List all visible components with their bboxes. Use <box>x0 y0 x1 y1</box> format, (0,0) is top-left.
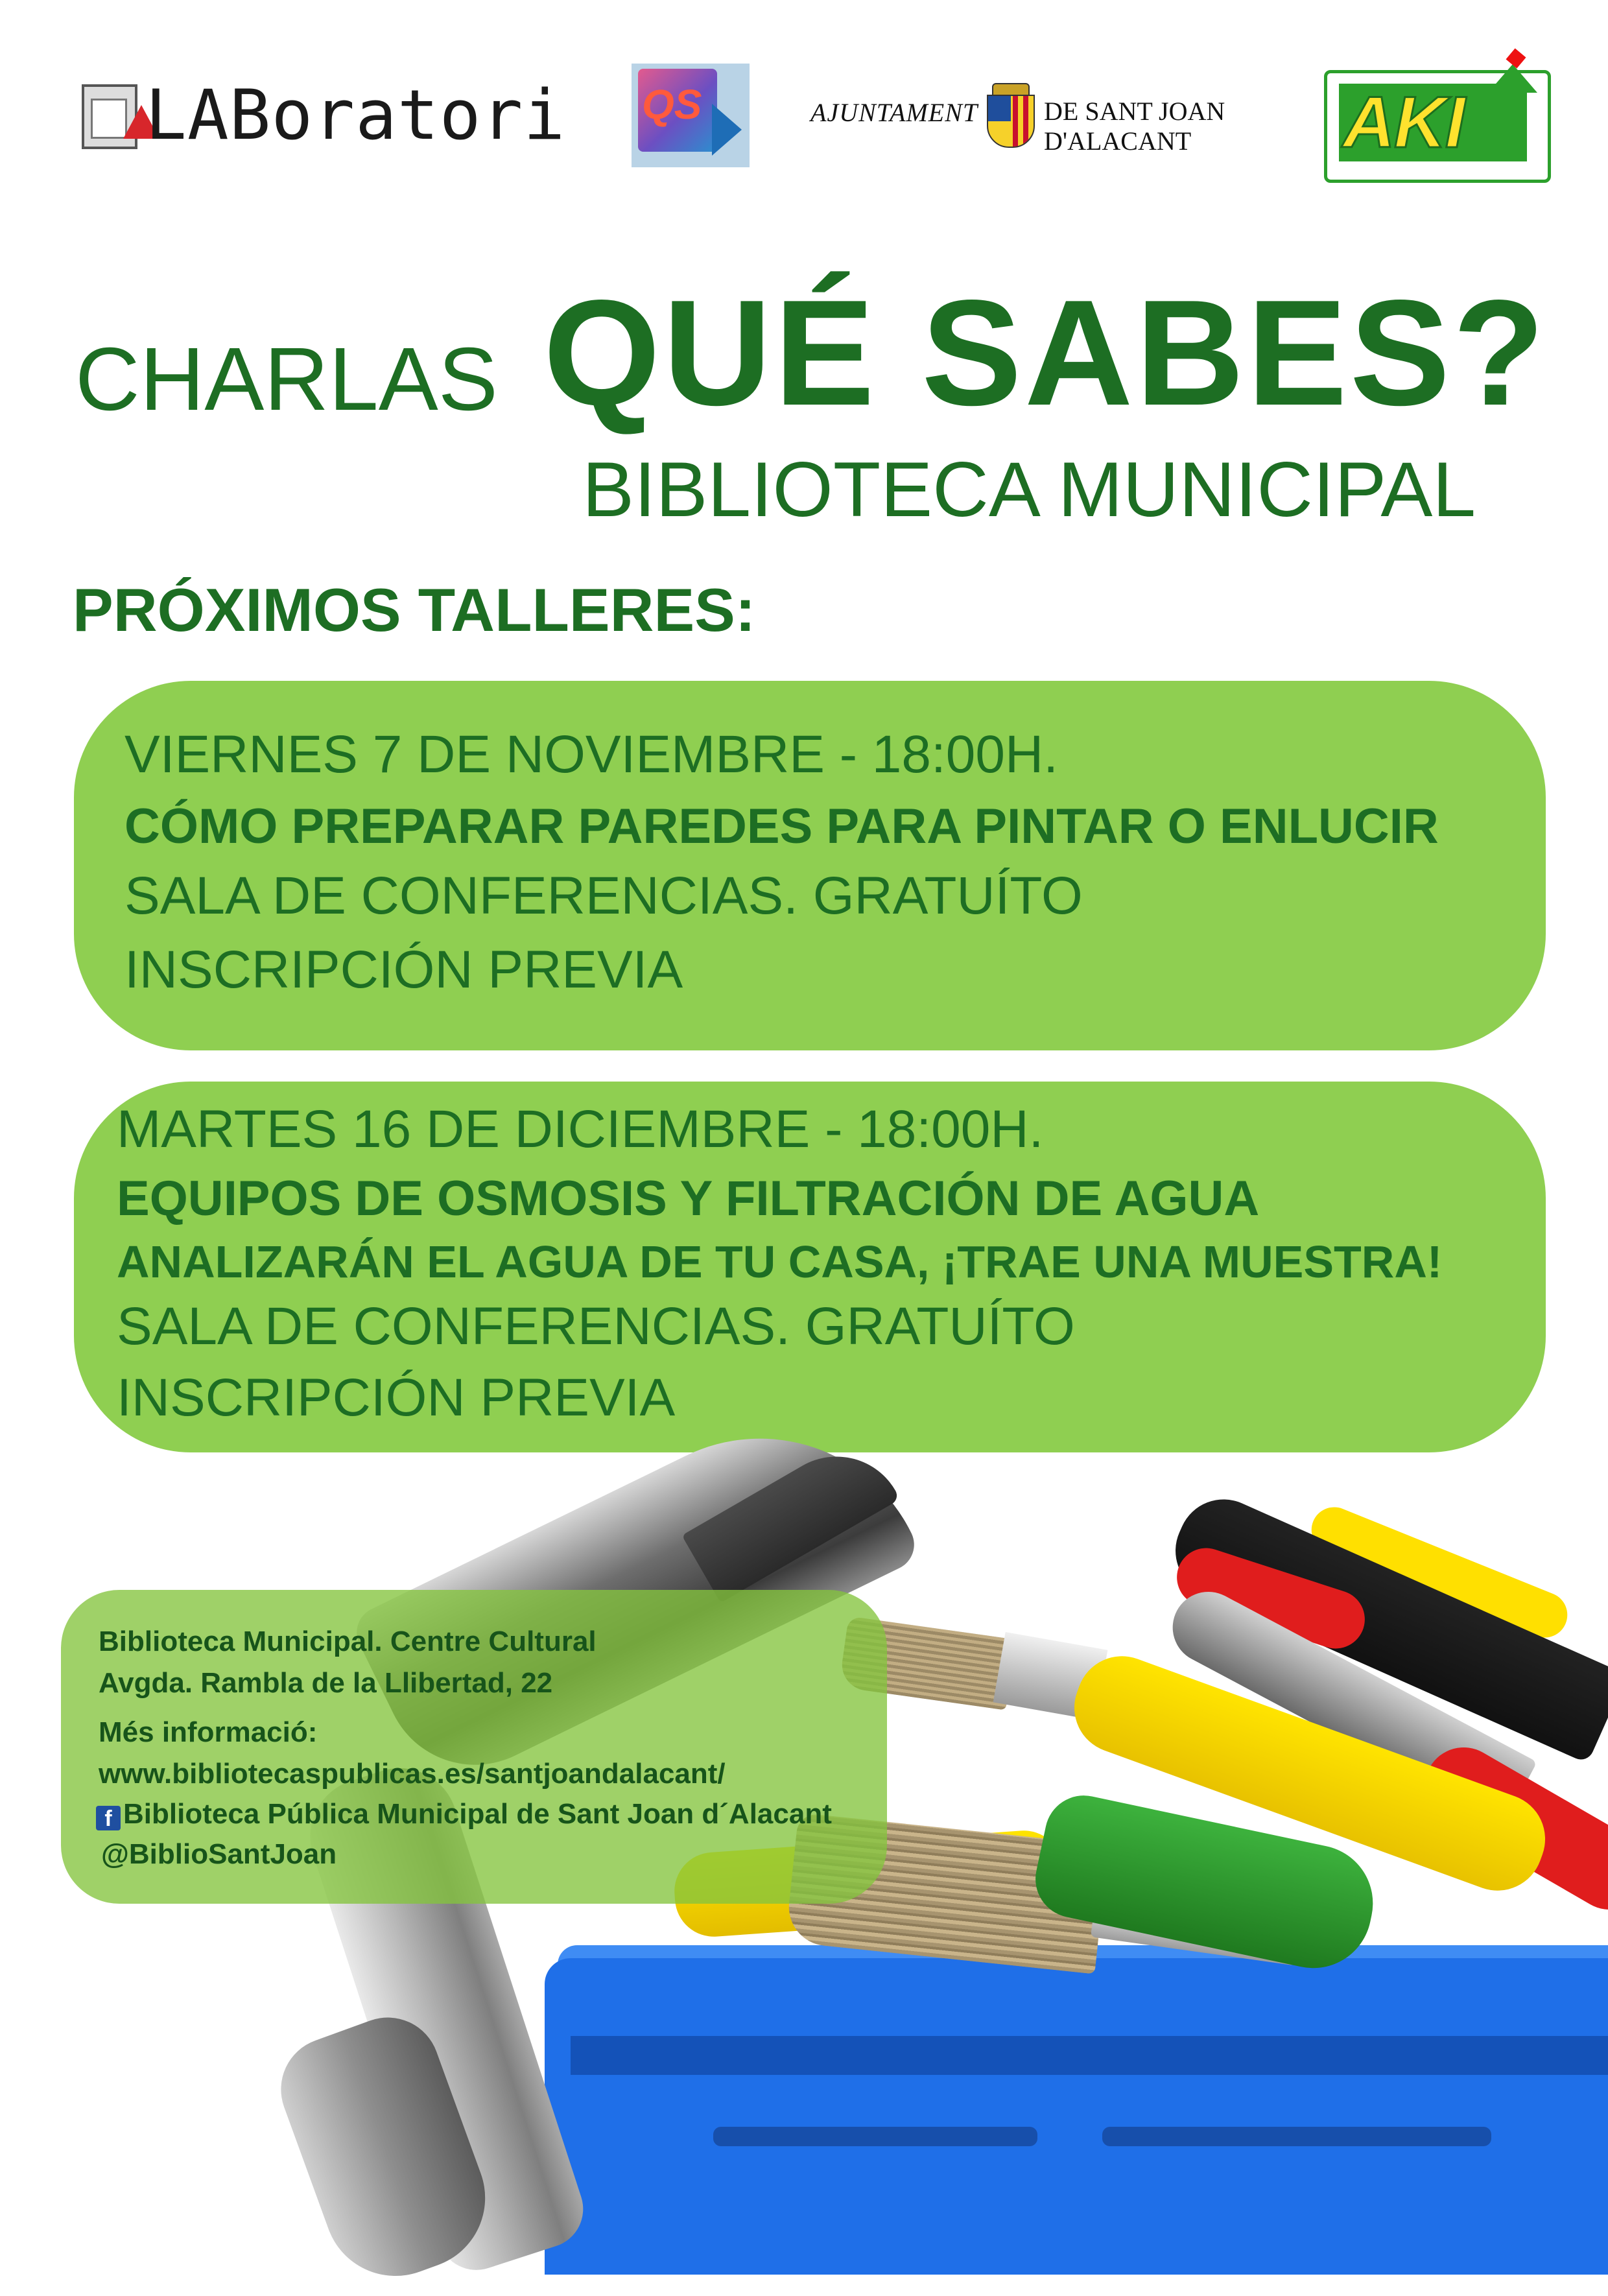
title-charlas: CHARLAS <box>75 329 498 429</box>
ajuntament-label: AJUNTAMENT <box>810 98 978 127</box>
website-link[interactable]: www.bibliotecaspublicas.es/santjoandalacant/ <box>99 1758 726 1790</box>
coat-of-arms-icon <box>987 83 1032 145</box>
facebook-icon: f <box>96 1806 121 1830</box>
address-line-1: Biblioteca Municipal. Centre Cultural <box>99 1626 597 1657</box>
title-que-sabes: QUÉ SABES? <box>543 269 1548 437</box>
event-1-date: VIERNES 7 DE NOVIEMBRE - 18:00H. <box>124 725 1059 784</box>
qs-logo-text: QS <box>642 81 702 128</box>
laboratori-logo <box>82 75 566 155</box>
section-heading-proximos-talleres: PRÓXIMOS TALLERES: <box>73 576 756 644</box>
address-line-2: Avgda. Rambla de la Llibertad, 22 <box>99 1667 553 1699</box>
facebook-page-name: Biblioteca Pública Municipal de Sant Joan d´Alacant <box>123 1798 832 1830</box>
info-box <box>61 1590 887 1904</box>
event-2-location: SALA DE CONFERENCIAS. GRATUÍTO <box>117 1297 1075 1356</box>
event-1-title: CÓMO PREPARAR PAREDES PARA PINTAR O ENLUCIR <box>124 799 1439 854</box>
ajuntament-town-line1: DE SANT JOAN <box>1044 97 1225 126</box>
qs-logo <box>632 64 750 167</box>
event-2-subtitle: ANALIZARÁN EL AGUA DE TU CASA, ¡TRAE UNA MUESTRA! <box>117 1237 1443 1287</box>
title-biblioteca-municipal: BIBLIOTECA MUNICIPAL <box>582 446 1476 533</box>
event-2-registration: INSCRIPCIÓN PREVIA <box>117 1368 676 1427</box>
toolbox-slot <box>713 2127 1037 2146</box>
ajuntament-town-line2: D'ALACANT <box>1044 126 1192 156</box>
facebook-link[interactable] <box>96 1796 832 1832</box>
toolbox-slot <box>1102 2127 1491 2146</box>
aki-logo <box>1324 70 1551 183</box>
ajuntament-logo <box>810 83 1238 161</box>
event-card-1 <box>74 681 1546 1050</box>
house-roof-icon <box>1488 64 1537 93</box>
aki-logo-inner <box>1339 84 1527 161</box>
event-1-location: SALA DE CONFERENCIAS. GRATUÍTO <box>124 866 1083 925</box>
more-info-label: Més informació: <box>99 1716 318 1748</box>
aki-logo-text: AKI <box>1343 82 1464 163</box>
twitter-handle[interactable]: @BiblioSantJoan <box>101 1838 337 1870</box>
event-2-date: MARTES 16 DE DICIEMBRE - 18:00H. <box>117 1100 1044 1159</box>
paper-plane-icon <box>712 104 742 156</box>
laboratori-logo-text: LABoratori <box>145 75 566 155</box>
event-1-registration: INSCRIPCIÓN PREVIA <box>124 940 683 999</box>
event-card-2 <box>74 1082 1546 1452</box>
event-2-title: EQUIPOS DE OSMOSIS Y FILTRACIÓN DE AGUA <box>117 1171 1260 1226</box>
toolbox-icon <box>545 1958 1608 2275</box>
toolbox-band <box>571 2036 1608 2075</box>
